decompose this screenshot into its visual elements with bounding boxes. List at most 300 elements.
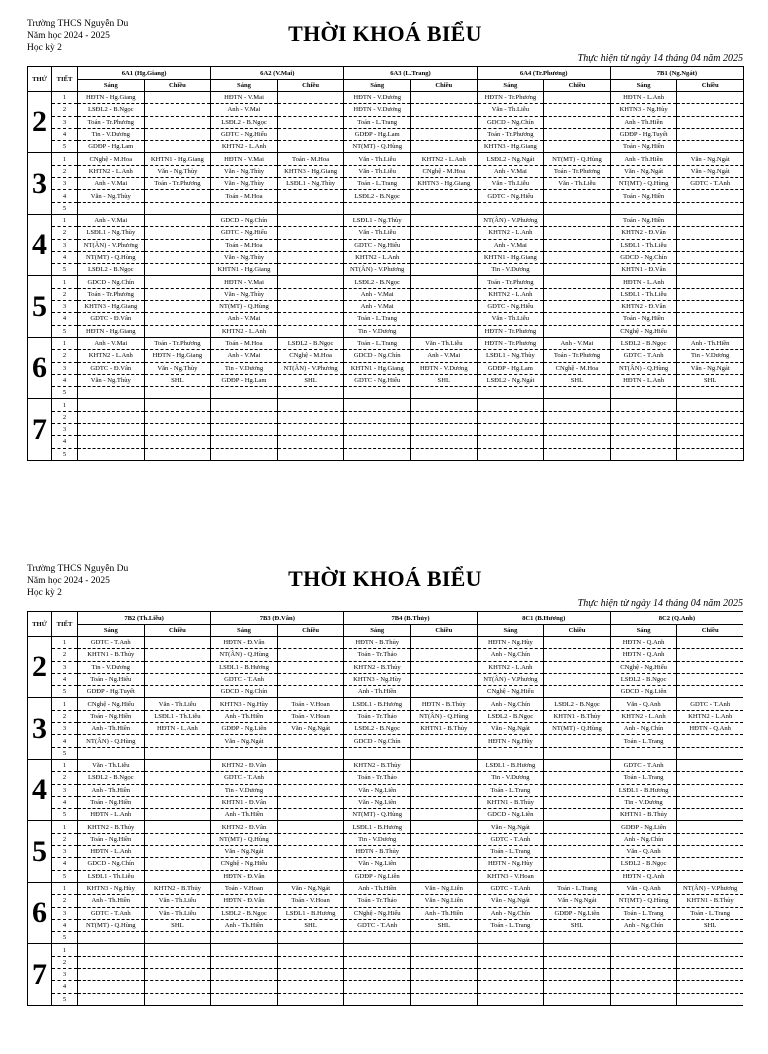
lesson-cell: [344, 202, 411, 214]
period-row: [28, 858, 744, 870]
period-row: [28, 362, 744, 374]
lesson-cell: [410, 116, 477, 128]
lesson-cell: NT(MT) - Q.Hùng: [211, 833, 278, 845]
lesson-cell: SHL: [677, 919, 743, 931]
lesson-cell: [144, 870, 211, 882]
period-row: [28, 895, 744, 907]
lesson-cell: GDĐP - Ng.Liên: [544, 907, 611, 919]
lesson-cell: Toán - L.Trang: [344, 116, 411, 128]
lesson-cell: [410, 141, 477, 153]
lesson-cell: [544, 956, 611, 968]
period-number: 2: [52, 833, 78, 845]
lesson-cell: [544, 92, 611, 104]
lesson-cell: [544, 993, 611, 1005]
lesson-cell: [477, 993, 544, 1005]
lesson-cell: NT(MT) - Q.Hùng: [610, 178, 677, 190]
period-number: 4: [52, 981, 78, 993]
lesson-cell: [277, 411, 344, 423]
lesson-cell: KHTN2 - B.Thủy: [144, 882, 211, 894]
lesson-cell: Anh - V.Mai: [477, 165, 544, 177]
lesson-cell: [277, 846, 344, 858]
lesson-cell: [544, 214, 611, 226]
lesson-cell: [277, 747, 344, 759]
lesson-cell: [277, 92, 344, 104]
lesson-cell: Toán - Tr.Phương: [477, 276, 544, 288]
period-number: 5: [52, 686, 78, 698]
lesson-cell: [277, 796, 344, 808]
lesson-cell: [677, 264, 744, 276]
lesson-cell: Toán - L.Trang: [477, 846, 544, 858]
day-label: 7: [28, 399, 52, 460]
lesson-cell: Văn - Ng.Ngát: [477, 723, 544, 735]
morning-header: Sáng: [344, 625, 411, 637]
period-row: [28, 411, 744, 423]
lesson-cell: HĐTN - V.Dương: [410, 362, 477, 374]
lesson-cell: [544, 772, 611, 784]
school-name: Trường THCS Nguyễn Du: [27, 564, 129, 574]
lesson-cell: [144, 747, 211, 759]
lesson-cell: [411, 637, 478, 649]
class-header: 6A1 (Hg.Giang): [78, 67, 211, 80]
period-row: [28, 809, 744, 821]
lesson-cell: SHL: [411, 919, 478, 931]
lesson-cell: [277, 276, 344, 288]
lesson-cell: GDCD - Ng.Chín: [610, 251, 677, 263]
timetable: [27, 66, 744, 461]
period-number: 2: [52, 165, 78, 177]
lesson-cell: [477, 399, 544, 411]
lesson-cell: [544, 202, 611, 214]
period-row: [28, 698, 744, 710]
class-header: 8C1 (B.Hương): [477, 612, 610, 625]
lesson-cell: [477, 969, 544, 981]
lesson-cell: GDĐP - Hg.Tuyết: [78, 686, 145, 698]
lesson-cell: CNghệ - M.Hoa: [410, 165, 477, 177]
lesson-cell: [544, 809, 611, 821]
lesson-cell: [344, 387, 411, 399]
lesson-cell: [544, 673, 611, 685]
period-row: [28, 387, 744, 399]
lesson-cell: [677, 251, 744, 263]
period-number: 2: [52, 104, 78, 116]
lesson-cell: NT(ÂN) - V.Phương: [477, 673, 544, 685]
lesson-cell: GDTC - T.Anh: [78, 637, 145, 649]
period-number: 2: [52, 649, 78, 661]
lesson-cell: [211, 981, 278, 993]
lesson-cell: Văn - Ng.Ngát: [477, 821, 544, 833]
lesson-cell: [477, 981, 544, 993]
lesson-cell: [544, 424, 611, 436]
period-row: [28, 882, 744, 894]
lesson-cell: KHTN1 - Hg.Giang: [477, 251, 544, 263]
lesson-cell: Văn - Th.Liễu: [344, 165, 411, 177]
period-number: 5: [52, 387, 78, 399]
day-label: 6: [28, 882, 52, 943]
lesson-cell: [211, 944, 278, 956]
period-number: 4: [52, 858, 78, 870]
lesson-cell: Văn - Ng.Ngát: [677, 153, 744, 165]
period-number: 3: [52, 907, 78, 919]
lesson-cell: HĐTN - B.Thủy: [344, 637, 411, 649]
lesson-cell: GDTC - T.Anh: [211, 673, 278, 685]
lesson-cell: Văn - Ng.Thùy: [211, 178, 278, 190]
lesson-cell: [78, 387, 145, 399]
lesson-cell: LSĐL2 - B.Ngọc: [211, 907, 278, 919]
lesson-cell: KHTN3 - Ng.Hùy: [610, 104, 677, 116]
lesson-cell: [677, 956, 743, 968]
lesson-cell: KHTN2 - L.Anh: [211, 141, 278, 153]
afternoon-header: Chiều: [410, 80, 477, 92]
period-number: 4: [52, 673, 78, 685]
lesson-cell: Toán - L.Trang: [610, 735, 677, 747]
lesson-cell: LSĐL1 - Th.Liễu: [144, 710, 211, 722]
lesson-cell: [677, 116, 744, 128]
lesson-cell: [411, 981, 478, 993]
period-number: 5: [52, 870, 78, 882]
lesson-cell: [410, 313, 477, 325]
lesson-cell: [344, 993, 411, 1005]
lesson-cell: [410, 227, 477, 239]
page-title: THỜI KHOÁ BIỂU: [288, 566, 482, 591]
lesson-cell: NT(ÂN) - V.Phương: [677, 882, 743, 894]
lesson-cell: [544, 759, 611, 771]
lesson-cell: [410, 424, 477, 436]
period-row: [28, 104, 744, 116]
period-number: 3: [52, 661, 78, 673]
lesson-cell: Văn - Ng.Thùy: [78, 190, 145, 202]
lesson-cell: [544, 833, 611, 845]
lesson-cell: [544, 288, 611, 300]
lesson-cell: Văn - Ng.Liên: [411, 882, 478, 894]
lesson-cell: LSĐL2 - Ng.Ngát: [477, 374, 544, 386]
lesson-cell: NT(MT) - Q.Hùng: [544, 723, 611, 735]
lesson-cell: Toán - Tr.Thảo: [344, 649, 411, 661]
lesson-cell: [411, 944, 478, 956]
period-row: [28, 784, 744, 796]
lesson-cell: [610, 202, 677, 214]
lesson-cell: [544, 276, 611, 288]
lesson-cell: LSĐL2 - B.Ngọc: [610, 673, 677, 685]
lesson-cell: [544, 448, 611, 460]
lesson-cell: [477, 448, 544, 460]
morning-header: Sáng: [610, 80, 677, 92]
lesson-cell: [544, 796, 611, 808]
lesson-cell: [677, 313, 744, 325]
lesson-cell: GDTC - Ng.Hiếu: [344, 239, 411, 251]
class-header-row: [28, 612, 744, 625]
lesson-cell: Văn - Ng.Liên: [344, 796, 411, 808]
lesson-cell: Văn - Th.Liễu: [410, 337, 477, 349]
lesson-cell: Anh - Ng.Chín: [477, 698, 544, 710]
lesson-cell: Anh - Th.Hiền: [344, 882, 411, 894]
period-row: [28, 374, 744, 386]
lesson-cell: [144, 387, 211, 399]
lesson-cell: HĐTN - L.Anh: [144, 723, 211, 735]
lesson-cell: [211, 399, 278, 411]
lesson-cell: Anh - Th.Hiền: [211, 809, 278, 821]
period-number: 5: [52, 325, 78, 337]
lesson-cell: [477, 387, 544, 399]
lesson-cell: HĐTN - Q.Anh: [610, 870, 677, 882]
lesson-cell: [544, 239, 611, 251]
class-header: 6A4 (Tr.Phương): [477, 67, 610, 80]
day-label: 3: [28, 153, 52, 214]
period-row: [28, 436, 744, 448]
lesson-cell: NT(MT) - Q.Hùng: [211, 301, 278, 313]
lesson-cell: LSĐL1 - Ng.Thùy: [277, 178, 344, 190]
period-number: 4: [52, 436, 78, 448]
lesson-cell: [144, 251, 211, 263]
lesson-cell: LSĐL1 - B.Hương: [610, 784, 677, 796]
lesson-cell: GDTC - T.Anh: [344, 919, 411, 931]
lesson-cell: [677, 772, 743, 784]
lesson-cell: SHL: [277, 919, 344, 931]
lesson-cell: KHTN2 - L.Anh: [211, 325, 278, 337]
class-header: 6A3 (L.Trang): [344, 67, 477, 80]
lesson-cell: [144, 809, 211, 821]
lesson-cell: [144, 932, 211, 944]
lesson-cell: [544, 637, 611, 649]
period-row: [28, 301, 744, 313]
lesson-cell: LSĐL2 - B.Ngọc: [78, 264, 145, 276]
period-number: 4: [52, 190, 78, 202]
lesson-cell: [410, 202, 477, 214]
period-row: [28, 833, 744, 845]
lesson-cell: HĐTN - L.Anh: [78, 809, 145, 821]
period-number: 1: [52, 337, 78, 349]
lesson-cell: KHTN2 - B.Thủy: [78, 821, 145, 833]
lesson-cell: Văn - Th.Liễu: [344, 227, 411, 239]
lesson-cell: LSĐL1 - Ng.Thùy: [78, 227, 145, 239]
lesson-cell: [344, 932, 411, 944]
period-row: [28, 637, 744, 649]
day-label: 4: [28, 214, 52, 275]
lesson-cell: [477, 747, 544, 759]
lesson-cell: [410, 436, 477, 448]
lesson-cell: [677, 821, 743, 833]
lesson-cell: KHTN1 - B.Thủy: [78, 649, 145, 661]
afternoon-header: Chiều: [277, 625, 344, 637]
period-number: 2: [52, 772, 78, 784]
lesson-cell: [277, 944, 344, 956]
lesson-cell: HĐTN - Tr.Phương: [477, 92, 544, 104]
period-number: 2: [52, 411, 78, 423]
lesson-cell: GDTC - T.Anh: [477, 833, 544, 845]
lesson-cell: GDTC - Ng.Hiếu: [477, 190, 544, 202]
lesson-cell: [277, 833, 344, 845]
lesson-cell: Toán - L.Trang: [677, 907, 743, 919]
lesson-cell: [277, 686, 344, 698]
lesson-cell: Toán - V.Hoan: [277, 698, 344, 710]
lesson-cell: [544, 735, 611, 747]
lesson-cell: [410, 411, 477, 423]
lesson-cell: GDĐP - Ng.Liên: [344, 870, 411, 882]
lesson-cell: KHTN2 - L.Anh: [477, 661, 544, 673]
lesson-cell: [277, 759, 344, 771]
period-row: [28, 981, 744, 993]
lesson-cell: [610, 747, 677, 759]
lesson-cell: [677, 288, 744, 300]
lesson-cell: [410, 276, 477, 288]
lesson-cell: KHTN2 - L.Anh: [610, 710, 677, 722]
lesson-cell: [410, 214, 477, 226]
lesson-cell: [411, 846, 478, 858]
lesson-cell: LSĐL2 - B.Ngọc: [610, 337, 677, 349]
period-number: 1: [52, 92, 78, 104]
col-thu-header: THỨ: [28, 67, 52, 92]
day-label: 2: [28, 637, 52, 698]
lesson-cell: [144, 969, 211, 981]
lesson-cell: [410, 128, 477, 140]
afternoon-header: Chiều: [677, 625, 743, 637]
lesson-cell: KHTN1 - Đ.Vân: [211, 796, 278, 808]
lesson-cell: [277, 809, 344, 821]
lesson-cell: Toán - M.Hoa: [211, 190, 278, 202]
lesson-cell: [211, 436, 278, 448]
lesson-cell: GDTC - Ng.Hiếu: [211, 128, 278, 140]
period-row: [28, 424, 744, 436]
lesson-cell: [410, 251, 477, 263]
lesson-cell: NT(ÂN) - V.Phương: [78, 239, 145, 251]
lesson-cell: Tin - V.Dương: [677, 350, 744, 362]
lesson-cell: HĐTN - Q.Anh: [677, 723, 743, 735]
lesson-cell: HĐTN - V.Mai: [211, 276, 278, 288]
lesson-cell: KHTN1 - B.Thủy: [477, 796, 544, 808]
lesson-cell: [144, 821, 211, 833]
lesson-cell: [677, 944, 743, 956]
period-number: 4: [52, 735, 78, 747]
period-row: [28, 919, 744, 931]
lesson-cell: [544, 821, 611, 833]
page-header: [27, 18, 743, 66]
class-header: 6A2 (V.Mai): [211, 67, 344, 80]
lesson-cell: [610, 436, 677, 448]
lesson-cell: [277, 202, 344, 214]
school-year: Năm học 2024 - 2025: [27, 31, 110, 41]
lesson-cell: NT(ÂN) - V.Phương: [477, 214, 544, 226]
lesson-cell: [344, 448, 411, 460]
afternoon-header: Chiều: [144, 625, 211, 637]
lesson-cell: [410, 239, 477, 251]
period-number: 3: [52, 301, 78, 313]
lesson-cell: LSĐL1 - Th.Liễu: [610, 239, 677, 251]
lesson-cell: [544, 190, 611, 202]
lesson-cell: KHTN2 - Đ.Vân: [211, 759, 278, 771]
period-row: [28, 153, 744, 165]
lesson-cell: [144, 227, 211, 239]
lesson-cell: [211, 969, 278, 981]
period-number: 1: [52, 214, 78, 226]
lesson-cell: Văn - Ng.Liên: [344, 784, 411, 796]
lesson-cell: [144, 833, 211, 845]
lesson-cell: LSĐL2 - B.Ngọc: [78, 104, 145, 116]
lesson-cell: [277, 387, 344, 399]
lesson-cell: [78, 436, 145, 448]
effective-date: Thực hiện từ ngày 14 tháng 04 năm 2025: [577, 598, 743, 609]
lesson-cell: Anh - Th.Hiền: [78, 723, 145, 735]
lesson-cell: CNghệ - Ng.Hiếu: [78, 698, 145, 710]
lesson-cell: [78, 969, 145, 981]
lesson-cell: [677, 227, 744, 239]
lesson-cell: Tin - V.Dương: [211, 362, 278, 374]
lesson-cell: HĐTN - Ng.Hùy: [477, 858, 544, 870]
period-number: 4: [52, 313, 78, 325]
lesson-cell: [544, 128, 611, 140]
lesson-cell: GDTC - Ng.Hiếu: [477, 301, 544, 313]
lesson-cell: [544, 649, 611, 661]
period-row: [28, 448, 744, 460]
period-row: [28, 251, 744, 263]
lesson-cell: [144, 759, 211, 771]
period-row: [28, 178, 744, 190]
lesson-cell: [144, 399, 211, 411]
lesson-cell: Toán - Ng.Hiếu: [78, 673, 145, 685]
lesson-cell: GDTC - T.Anh: [677, 698, 743, 710]
lesson-cell: Văn - Ng.Liên: [344, 858, 411, 870]
lesson-cell: GDĐP - Hg.Tuyết: [610, 128, 677, 140]
lesson-cell: HĐTN - Tr.Phương: [477, 337, 544, 349]
lesson-cell: Văn - Ng.Thùy: [144, 165, 211, 177]
lesson-cell: Anh - V.Mai: [344, 301, 411, 313]
lesson-cell: KHTN2 - L.Anh: [677, 710, 743, 722]
lesson-cell: Anh - Ng.Chín: [610, 723, 677, 735]
lesson-cell: LSĐL1 - B.Hương: [344, 821, 411, 833]
lesson-cell: LSĐL1 - Th.Liễu: [78, 870, 145, 882]
afternoon-header: Chiều: [677, 80, 744, 92]
period-row: [28, 870, 744, 882]
lesson-cell: [411, 956, 478, 968]
lesson-cell: KHTN1 - Hg.Giang: [344, 362, 411, 374]
lesson-cell: Tin - V.Dương: [344, 833, 411, 845]
session-header-row: [28, 80, 744, 92]
lesson-cell: [677, 276, 744, 288]
lesson-cell: CNghệ - M.Hoa: [544, 362, 611, 374]
period-number: 1: [52, 944, 78, 956]
lesson-cell: [610, 969, 677, 981]
lesson-cell: [277, 239, 344, 251]
lesson-cell: [211, 932, 278, 944]
lesson-cell: [677, 809, 743, 821]
lesson-cell: LSĐL2 - B.Ngọc: [344, 723, 411, 735]
lesson-cell: Anh - Th.Hiền: [610, 153, 677, 165]
lesson-cell: [144, 92, 211, 104]
morning-header: Sáng: [211, 80, 278, 92]
lesson-cell: [410, 92, 477, 104]
lesson-cell: [344, 747, 411, 759]
lesson-cell: [144, 956, 211, 968]
lesson-cell: [610, 993, 677, 1005]
lesson-cell: [411, 661, 478, 673]
class-header: 7B3 (Đ.Vân): [211, 612, 344, 625]
lesson-cell: HĐTN - Tr.Phương: [477, 325, 544, 337]
lesson-cell: NT(ÂN) - V.Phương: [344, 264, 411, 276]
lesson-cell: Văn - Ng.Ngát: [477, 895, 544, 907]
lesson-cell: GDTC - T.Anh: [677, 178, 744, 190]
lesson-cell: Văn - Th.Liễu: [477, 104, 544, 116]
lesson-cell: [211, 747, 278, 759]
lesson-cell: Toán - Ng.Hiền: [78, 710, 145, 722]
lesson-cell: GDCD - Ng.Chín: [78, 858, 145, 870]
lesson-cell: [610, 424, 677, 436]
lesson-cell: [410, 387, 477, 399]
lesson-cell: [610, 981, 677, 993]
lesson-cell: [544, 747, 611, 759]
lesson-cell: [677, 128, 744, 140]
lesson-cell: Anh - V.Mai: [211, 313, 278, 325]
page-title: THỜI KHOÁ BIỂU: [288, 21, 482, 46]
lesson-cell: NT(MT) - Q.Hùng: [544, 153, 611, 165]
lesson-cell: [610, 399, 677, 411]
